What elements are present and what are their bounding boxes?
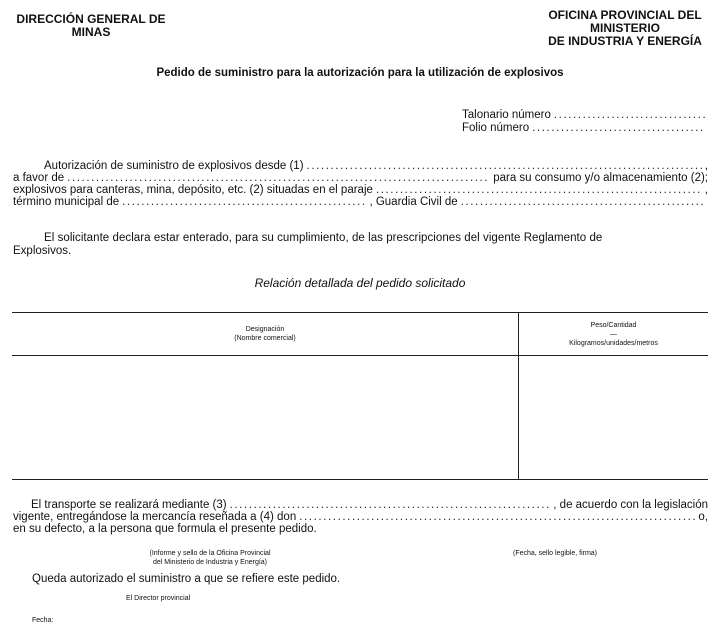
provincial-office-line-3: DE INDUSTRIA Y ENERGÍA [548,34,702,48]
designation-entry-area[interactable] [12,356,517,478]
transport-line-3 [13,523,708,535]
talonario-block [462,109,708,134]
fecha-sello-note: (Fecha, sello legible, firma) [512,550,598,557]
authorization-paragraph [13,160,708,208]
weight-header-line-1: Peso/Cantidad [590,322,637,329]
folio-number-field[interactable] [532,122,705,134]
authorization-line-3 [13,184,708,196]
declaration-paragraph [13,232,708,258]
delivery-label: vigente, entregándose la mercancía reseñada a (4) don [13,511,297,523]
designation-header-line-1: Designación [245,326,285,333]
folio-label: Folio número [462,122,530,134]
transport-paragraph [13,499,708,535]
weight-header-line-2: — [610,331,617,338]
provincial-office-line-1: OFICINA PROVINCIAL DEL [548,8,702,22]
authorized-statement: Queda autorizado el suministro a que se refiere este pedido. [32,573,341,585]
date-label: Fecha: [32,617,54,624]
site-label: explosivos para canteras, mina, depósito, etc. (2) situadas en el paraje [13,184,373,196]
weight-entry-area[interactable] [519,356,708,478]
supplier-field[interactable] [307,160,702,172]
order-table [12,312,708,480]
designation-header-line-2: (Nombre comercial) [234,335,296,342]
authorization-line-1 [13,160,708,172]
authorization-line-4 [13,196,708,208]
weight-header-line-3: Kilogramos/unidades/metros [569,340,658,347]
transport-label: El transporte se realizará mediante (3) [31,499,227,511]
transport-line-1-end: , de acuerdo con la legislación [553,499,708,511]
provincial-office-heading [540,9,710,48]
document-title: Pedido de suministro para la autorización para la utilización de explosivos [156,67,564,79]
transport-means-field[interactable] [230,499,551,511]
issuing-authority-line-2: MINAS [71,25,111,39]
in-favor-of-label: a favor de [13,172,65,184]
folio-row [462,122,708,134]
beneficiary-field[interactable] [67,172,490,184]
relation-title: Relación detallada del pedido solicitado [254,276,466,290]
provincial-office-line-2: MINISTERIO [589,21,660,35]
weight-quantity-header [519,321,708,348]
informe-note-line-2: del Ministerio de Industria y Energía) [153,559,267,566]
declaration-line-1: El solicitante declara estar enterado, para su cumplimiento, de las prescripciones del vigente Reglamento de [44,232,603,244]
authorization-line-1-end: , [704,160,708,172]
authorization-line-3-end: , [704,184,708,196]
talonario-label: Talonario número [462,109,551,121]
informe-note [110,549,310,567]
informe-note-line-1: (Informe y sello de la Oficina Provincial [149,550,271,557]
site-location-field[interactable] [376,184,702,196]
transport-line-3-text: en su defecto, a la persona que formula el presente pedido. [13,523,317,535]
transport-line-2-end: o, [698,511,708,523]
transport-line-1 [13,499,708,511]
municipality-field[interactable] [122,196,366,208]
municipality-label: término municipal de [13,196,120,208]
authorization-from-label: Autorización de suministro de explosivos desde (1) [44,160,304,172]
talonario-row [462,109,708,121]
designation-header [12,325,518,343]
director-label: El Director provincial [126,595,191,602]
issuing-authority-line-1: DIRECCIÓN GENERAL DE [16,12,166,26]
guardia-civil-field[interactable] [461,196,705,208]
issuing-authority-heading [12,13,170,39]
recipient-field[interactable] [299,511,695,523]
consumption-label: para su consumo y/o almacenamiento (2); [493,172,708,184]
authorization-line-2 [13,172,708,184]
declaration-line-2: Explosivos. [13,245,72,257]
guardia-civil-label: , Guardia Civil de [369,196,458,208]
talonario-number-field[interactable] [554,109,705,121]
transport-line-2 [13,511,708,523]
